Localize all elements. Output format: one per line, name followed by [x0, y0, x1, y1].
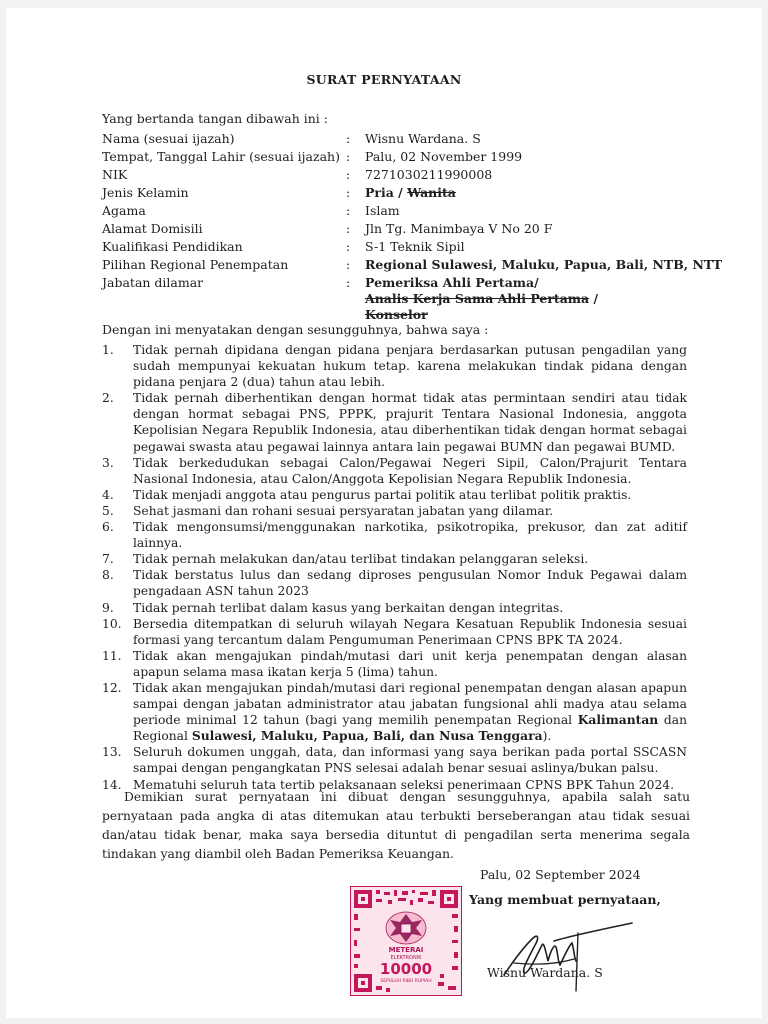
field-colon: : — [346, 185, 351, 200]
field-colon: : — [346, 167, 351, 182]
item-number: 7. — [102, 552, 114, 567]
field-label: Tempat, Tanggal Lahir (sesuai ijazah) — [102, 149, 340, 164]
garuda-emblem-icon — [386, 912, 426, 944]
item-text: Tidak akan mengajukan pindah/mutasi dari regional penempatan dengan alasan apapun sampai dengan jabatan administrator atau jabatan fungsional ahli madya atau selama periode minimal 12 tahun (bagi yang memilih penempatan Regional — [133, 680, 687, 728]
field-value: Palu, 02 November 1999 — [365, 149, 523, 164]
place-date: Palu, 02 September 2024 — [480, 867, 641, 882]
stamp-amount: 10000 — [379, 960, 433, 978]
declaration-line: Dengan ini menyatakan dengan sesungguhnya, bahwa saya : — [102, 322, 489, 337]
field-label: Agama — [102, 203, 146, 218]
item-number: 10. — [102, 616, 122, 631]
field-colon: : — [346, 257, 351, 272]
item-text: Tidak menjadi anggota atau pengurus partai politik atau terlibat politik praktis. — [133, 487, 632, 502]
field-label: Jenis Kelamin — [102, 185, 189, 200]
handwritten-signature — [494, 913, 634, 993]
field-label: Nama (sesuai ijazah) — [102, 131, 235, 146]
item-number: 11. — [102, 648, 122, 663]
item-number: 1. — [102, 343, 114, 357]
item-text: Tidak pernah melakukan dan/atau terlibat tindakan pelanggaran seleksi. — [133, 552, 589, 567]
position-line-1: Pemeriksa Ahli Pertama/ — [365, 275, 539, 290]
item-text: dan Regional — [133, 713, 687, 744]
list-item — [102, 551, 687, 567]
item-number: 4. — [102, 487, 114, 502]
field-label: NIK — [102, 167, 128, 182]
item-text: Seluruh dokumen unggah, data, dan informasi yang saya berikan pada portal SSCASN sampai dengan pengangkatan PNS selesai adalah benar sesuai aslinya/bukan palsu. — [133, 745, 687, 776]
position-struck-1: Analis Kerja Sama Ahli Pertama — [365, 291, 590, 306]
gender-struck: Wanita — [407, 185, 456, 200]
item-number: 13. — [102, 745, 122, 760]
field-row-region — [102, 257, 723, 275]
list-item — [102, 455, 687, 487]
item-text: Tidak pernah diberhentikan dengan hormat tidak atas permintaan sendiri atau tidak dengan hormat sebagai PNS, PPPK, prajurit Tentara Nasional Indonesia, anggota Kepolisian Negara Republik Indonesia, atau diberhentikan tidak dengan hormat sebagai pegawai swasta atau pegawai lainnya antara lain pegawai BUMN dan pegawai BUMD. — [133, 391, 687, 454]
list-item — [102, 567, 687, 599]
list-item — [102, 519, 687, 551]
list-item — [102, 342, 687, 390]
field-value: Regional Sulawesi, Maluku, Papua, Bali, NTB, NTT — [365, 257, 723, 272]
field-value: Jln Tg. Manimbaya V No 20 F — [365, 221, 553, 236]
item-bold-region: Sulawesi, Maluku, Papua, Bali, dan Nusa Tenggara — [191, 728, 543, 744]
stamp-label: SEPULUH RIBU RUPIAH — [380, 979, 432, 984]
item-text: ). — [542, 729, 552, 744]
item-number: 3. — [102, 455, 114, 470]
field-row-gender — [102, 185, 702, 203]
signer-name: Wisnu Wardana. S — [487, 965, 603, 980]
item-text: Tidak pernah terlibat dalam kasus yang berkaitan dengan integritas. — [133, 600, 564, 615]
field-row-education — [102, 239, 702, 257]
field-label: Jabatan dilamar — [102, 275, 204, 290]
field-value: Wisnu Wardana. S — [365, 131, 481, 146]
item-text: Tidak berstatus lulus dan sedang diproses pengusulan Nomor Induk Pegawai dalam pengadaan ASN tahun 2023 — [133, 568, 687, 599]
field-label: Alamat Domisili — [102, 221, 203, 236]
list-item — [102, 648, 687, 680]
intro-line: Yang bertanda tangan dibawah ini : — [102, 111, 328, 126]
field-value: 7271030211990008 — [365, 167, 493, 182]
e-meterai-stamp — [350, 886, 462, 996]
position-slash: / — [589, 291, 599, 306]
field-value: S-1 Teknik Sipil — [365, 239, 465, 254]
field-colon: : — [346, 239, 351, 254]
item-number: 12. — [102, 680, 122, 695]
item-bold-region: Kalimantan — [577, 712, 659, 728]
closing-paragraph: Demikian surat pernyataan ini dibuat dengan sesungguhnya, apabila salah satu pernyataan pada angka di atas ditemukan atau terbukti berseberangan atau tidak sesuai dan/atau tidak benar, maka saya bersedia dituntut di pengadilan serta menerima segala tindakan yang diambil oleh Badan Pemeriksa Keuangan. — [102, 790, 690, 861]
item-number: 2. — [102, 391, 114, 406]
signer-title: Yang membuat pernyataan, — [469, 892, 661, 907]
item-number: 8. — [102, 568, 114, 583]
item-text: Bersedia ditempatkan di seluruh wilayah Negara Kesatuan Republik Indonesia sesuai formasi yang tercantum dalam Pengumuman Penerimaan CPNS BPK TA 2024. — [133, 616, 687, 647]
item-text: Sehat jasmani dan rohani sesuai persyaratan jabatan yang dilamar. — [133, 503, 554, 518]
list-item — [102, 503, 687, 519]
field-colon: : — [346, 149, 351, 164]
stamp-label: METERAI — [388, 946, 424, 954]
document-title: SURAT PERNYATAAN — [306, 72, 462, 87]
field-colon: : — [346, 131, 351, 146]
item-text: Tidak akan mengajukan pindah/mutasi dari unit kerja penempatan dengan alasan apapun selama masa ikatan kerja 5 (lima) tahun. — [133, 648, 687, 679]
list-item — [102, 680, 687, 744]
field-value — [365, 185, 456, 200]
list-item — [102, 487, 687, 503]
item-text: Tidak pernah dipidana dengan pidana penjara berdasarkan putusan pengadilan yang sudah mempunyai kekuatan hukum tetap. karena melakukan tindak pidana dengan pidana penjara 2 (dua) tahun atau lebih. — [133, 343, 687, 390]
item-text: Mematuhi seluruh tata tertib pelaksanaan seleksi penerimaan CPNS BPK Tahun 2024. — [133, 777, 675, 792]
item-number: 9. — [102, 600, 114, 615]
signature-graphic — [494, 913, 634, 993]
list-item — [102, 390, 687, 454]
item-number: 14. — [102, 777, 122, 792]
statement-list — [102, 342, 687, 793]
field-row-birth — [102, 149, 702, 167]
field-row-position — [102, 275, 702, 325]
gender-selected: Pria / — [365, 185, 403, 200]
field-row-religion — [102, 203, 702, 221]
field-row-address — [102, 221, 702, 239]
item-number: 6. — [102, 520, 114, 535]
list-item — [102, 600, 687, 616]
item-text: Tidak berkedudukan sebagai Calon/Pegawai Negeri Sipil, Calon/Prajurit Tentara Nasional Indonesia, atau Calon/Anggota Kepolisian Negara Republik Indonesia. — [133, 455, 687, 486]
stamp-graphic — [350, 886, 462, 996]
document-page — [6, 8, 762, 1018]
field-row-nik — [102, 167, 702, 185]
position-line-2 — [365, 291, 598, 306]
field-colon: : — [346, 275, 351, 290]
list-item — [102, 744, 687, 776]
item-text: Tidak mengonsumsi/menggunakan narkotika, psikotropika, prekusor, dan zat aditif lainnya. — [133, 520, 687, 551]
stamp-label: ELEKTRONIK — [390, 955, 422, 961]
field-label: Pilihan Regional Penempatan — [102, 257, 289, 272]
item-number: 5. — [102, 503, 114, 518]
position-struck-2: Konselor — [365, 307, 428, 322]
field-value: Islam — [365, 203, 400, 218]
field-label: Kualifikasi Pendidikan — [102, 239, 243, 254]
field-colon: : — [346, 203, 351, 218]
list-item — [102, 616, 687, 648]
field-row-name — [102, 131, 702, 149]
field-colon: : — [346, 221, 351, 236]
